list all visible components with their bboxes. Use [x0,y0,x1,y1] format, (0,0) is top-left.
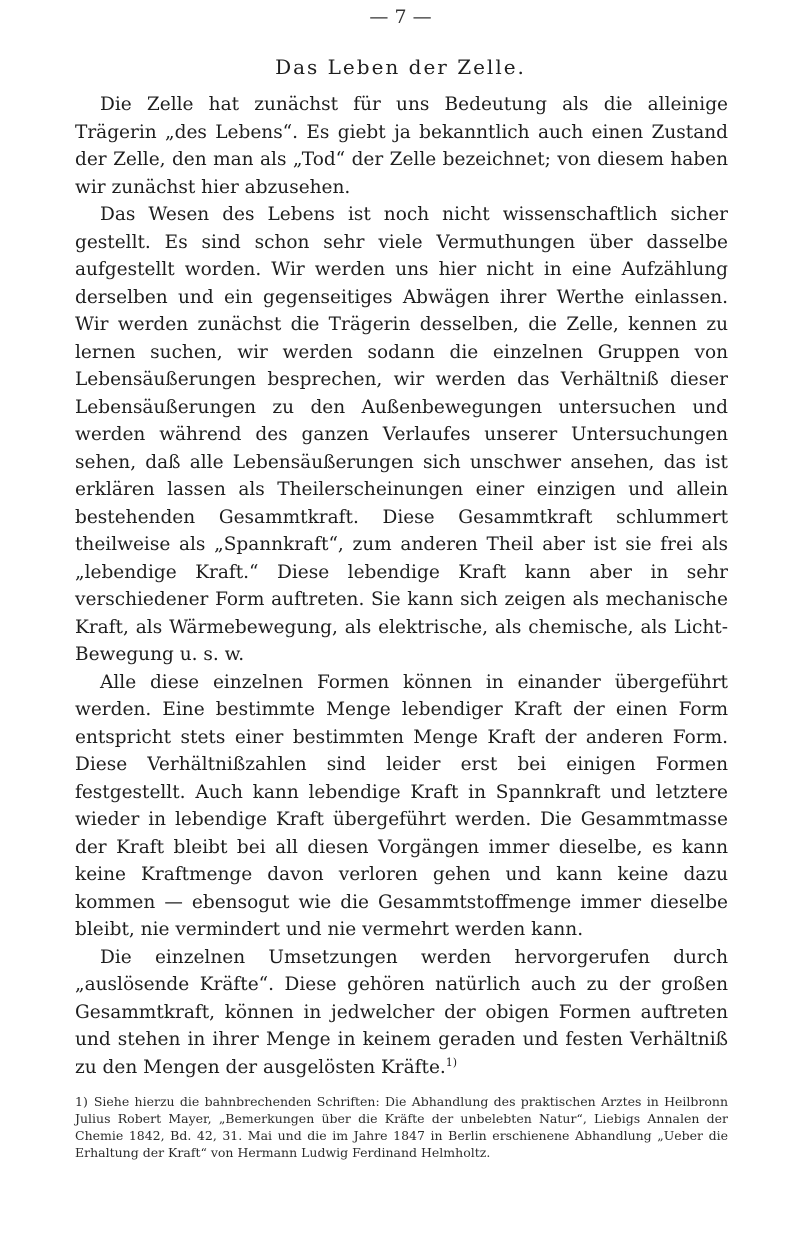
body-text [75,91,728,1081]
paragraph-text: Die einzelnen Umsetzungen werden hervorgerufen durch „auslösende Kräfte“. Diese gehören natürlich auch zu der großen Gesammtkraft, können in jedwelcher der obigen Formen auftreten und stehen in ihrer Menge in keinem geraden und festen Verhältniß zu den Mengen der ausgelösten Kräfte. [75,946,728,1078]
running-head: Das Leben der Zelle. [275,55,526,79]
paragraph [75,944,728,1082]
page-number: — 7 — [369,6,432,28]
paragraph: Das Wesen des Lebens ist noch nicht wissenschaftlich sicher gestellt. Es sind schon sehr viele Vermuthungen über dasselbe aufgestellt worden. Wir werden uns hier nicht in eine Aufzählung derselben und ein gegenseitiges Abwägen ihrer Werthe einlassen. Wir werden zunächst die Trägerin desselben, die Zelle, kennen zu lernen suchen, wir werden sodann die einzelnen Gruppen von Lebensäußerungen besprechen, wir werden das Verhältniß dieser Lebensäußerungen zu den Außenbewegungen untersuchen und werden während des ganzen Verlaufes unserer Untersuchungen sehen, daß alle Lebensäußerungen sich unschwer ansehen, das ist erklären lassen als Theilerscheinungen einer einzigen und allein bestehenden Gesammtkraft. Diese Gesammtkraft schlummert theilweise als „Spannkraft“, zum anderen Theil aber ist sie frei als „lebendige Kraft.“ Diese lebendige Kraft kann aber in sehr verschiedener Form auftreten. Sie kann sich zeigen als mechanische Kraft, als Wärmebewegung, als elektrische, als chemische, als Licht-Bewegung u. s. w. [75,204,728,665]
footnote-text: Siehe hierzu die bahnbrechenden Schriften: Die Abhandlung des praktischen Arztes in Heilbronn Julius Robert Mayer, „Bemerkungen über die Kräfte der unbelebten Natur“, Liebigs Annalen der Chemie 1842, Bd. 42, 31. Mai und die im Jahre 1847 in Berlin erschienene Abhandlung „Ueber die Erhaltung der Kraft“ von Hermann Ludwig Ferdinand Helmholtz. [75,1094,728,1160]
paragraph: Alle diese einzelnen Formen können in einander übergeführt werden. Eine bestimmte Menge lebendiger Kraft der einen Form entspricht stets einer bestimmten Menge Kraft der anderen Form. Diese Verhältnißzahlen sind leider erst bei einigen Formen festgestellt. Auch kann lebendige Kraft in Spannkraft und letztere wieder in lebendige Kraft übergeführt werden. Die Gesammtmasse der Kraft bleibt bei all diesen Vorgängen immer dieselbe, es kann keine Kraftmenge davon verloren gehen und kann keine dazu kommen — ebensogut wie die Gesammtstoffmenge immer dieselbe bleibt, nie vermindert und nie vermehrt werden kann. [75,671,728,940]
footnote [75,1093,728,1161]
footnote-mark: 1) [75,1094,88,1109]
footnote-reference[interactable]: 1) [445,1055,458,1069]
paragraph: Die Zelle hat zunächst für uns Bedeutung als die alleinige Trägerin „des Lebens“. Es giebt ja bekanntlich auch einen Zustand der Zelle, den man als „Tod“ der Zelle bezeichnet; von diesem haben wir zunächst hier abzusehen. [75,94,728,198]
